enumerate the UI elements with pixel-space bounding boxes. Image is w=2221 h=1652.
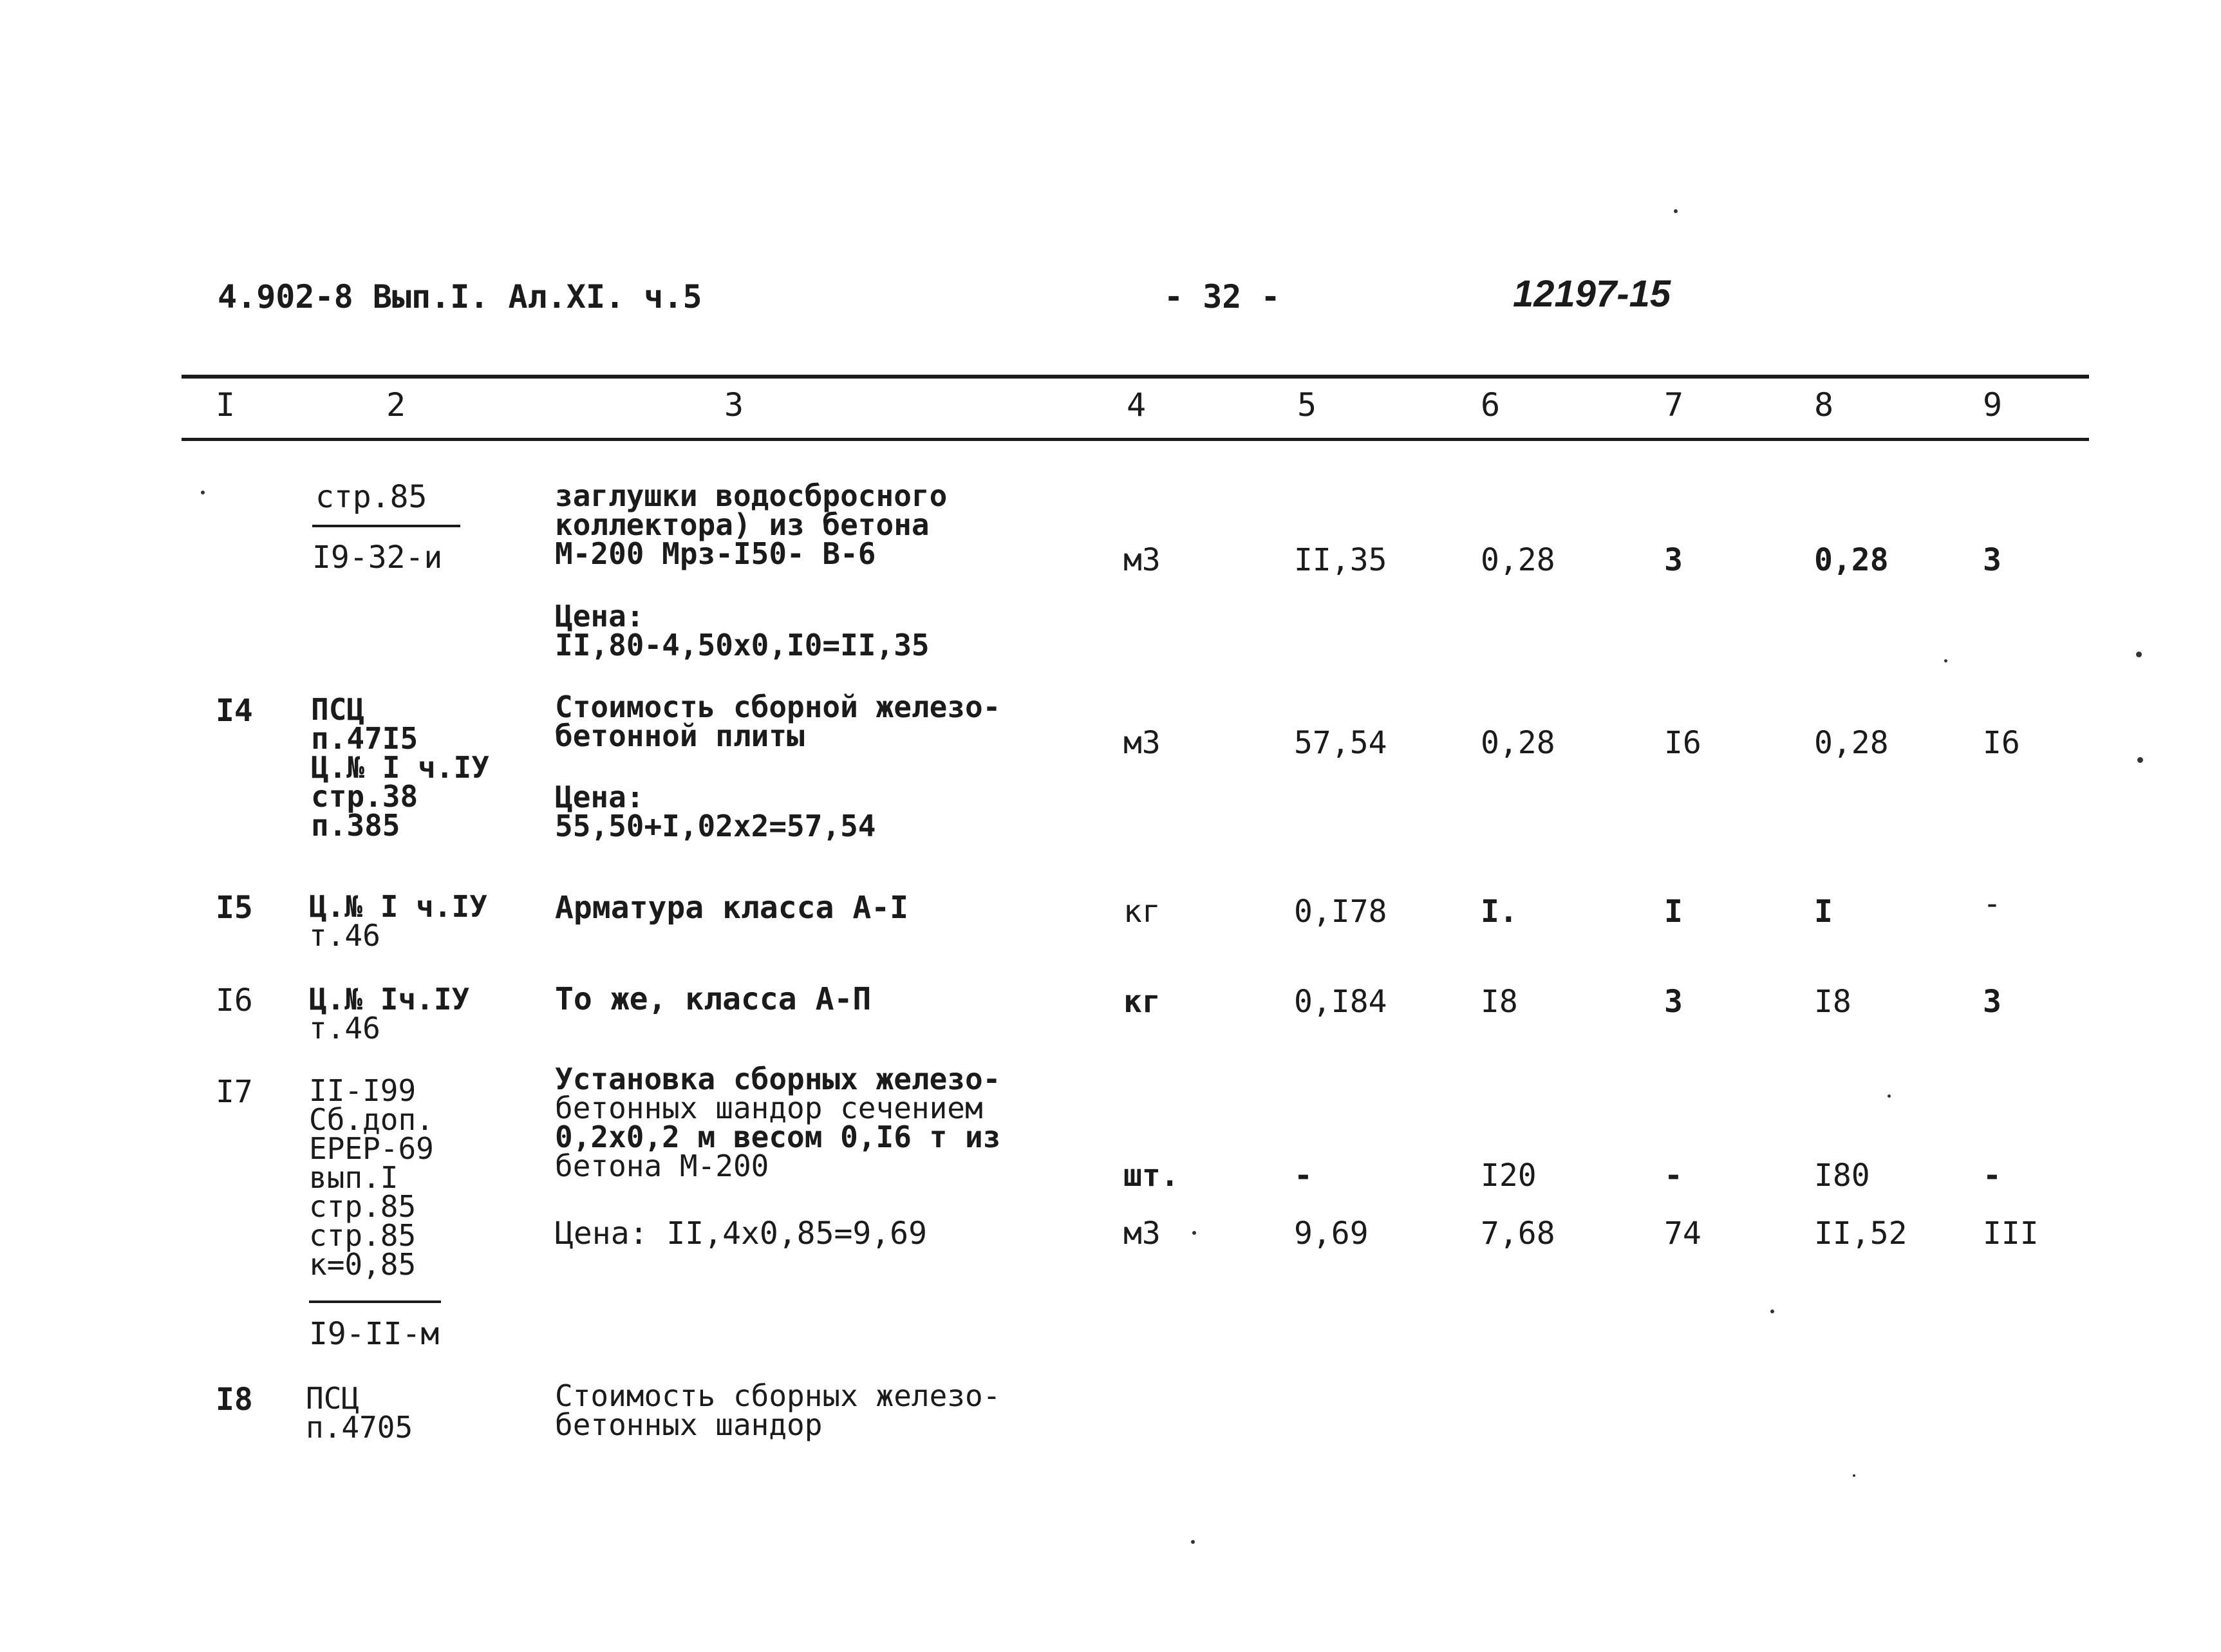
value-cell: II,52 [1814, 1216, 1907, 1252]
row-number: I5 [216, 890, 253, 926]
column-header: 8 [1814, 386, 1834, 424]
column-header: 5 [1297, 386, 1317, 424]
value-cell: - [1983, 886, 2001, 922]
value-cell: 7,68 [1481, 1216, 1555, 1252]
unit-cell: м3 [1123, 542, 1161, 578]
value-cell: 0,28 [1814, 542, 1889, 578]
fraction-line [309, 1300, 441, 1303]
column-header: 3 [724, 386, 744, 424]
ref-cell: Ц.№ I ч.IУ т.46 [309, 889, 487, 953]
value-cell: 0,28 [1481, 725, 1555, 761]
unit-cell: кг [1123, 894, 1161, 930]
column-header: 9 [1983, 386, 2003, 424]
scan-speck [2137, 757, 2143, 763]
unit-cell: м3 [1123, 1216, 1161, 1252]
price-cell: Цена: 55,50+I,02х2=57,54 [555, 780, 876, 843]
scan-speck [1674, 209, 1678, 213]
row-number: I8 [216, 1382, 253, 1418]
value-cell: II,35 [1294, 542, 1387, 578]
scan-speck [201, 491, 205, 494]
scan-speck [1191, 1540, 1195, 1544]
value-cell: 0,I78 [1294, 894, 1387, 930]
fraction-line [312, 525, 460, 527]
column-header: 2 [386, 386, 406, 424]
value-cell: 0,I84 [1294, 984, 1387, 1020]
unit-cell: кг [1123, 984, 1161, 1020]
ref-cell: I9-II-м [309, 1316, 440, 1352]
value-cell: I [1664, 894, 1683, 930]
value-cell: I [1814, 894, 1833, 930]
value-cell: I20 [1481, 1158, 1537, 1194]
ref-cell: ПСЦ п.4705 [306, 1381, 413, 1445]
page-number: - 32 - [1164, 278, 1280, 315]
description-cell: Стоимость сборных железо- бетонных шандор [555, 1378, 1001, 1442]
table-top-rule [182, 375, 2089, 379]
row-number: I6 [216, 982, 253, 1018]
ref-cell: II-I99 Сб.доп. ЕРЕР-69 вып.I стр.85 стр.85 к=0,85 [309, 1073, 434, 1282]
scan-speck [1853, 1474, 1855, 1477]
table-header-rule [182, 438, 2089, 441]
value-cell: 3 [1664, 542, 1683, 578]
value-cell: 3 [1983, 542, 2001, 578]
unit-cell: м3 [1123, 725, 1161, 761]
document-number: 12197-15 [1513, 273, 1671, 315]
description-cell: Арматура класса А-I [555, 890, 909, 926]
value-cell: III [1983, 1216, 2039, 1252]
description-cell: Стоимость сборной железо- бетонной плиты [555, 690, 1001, 753]
price-cell: Цена: II,80-4,50х0,I0=II,35 [555, 599, 930, 662]
row-number: I7 [216, 1074, 253, 1110]
value-cell: I80 [1814, 1158, 1870, 1194]
description-cell: То же, класса А-П [555, 981, 872, 1017]
scan-speck [2136, 652, 2142, 657]
value-cell: I6 [1664, 725, 1701, 761]
value-cell: I. [1481, 894, 1518, 930]
scan-speck [1192, 1231, 1196, 1235]
value-cell: 0,28 [1481, 542, 1555, 578]
scan-speck [1944, 659, 1947, 662]
value-cell: 3 [1664, 984, 1683, 1020]
value-cell: - [1664, 1158, 1683, 1194]
column-header: 4 [1127, 386, 1147, 424]
value-cell: 9,69 [1294, 1216, 1369, 1252]
scan-speck [1888, 1094, 1891, 1098]
ref-cell: ПСЦ п.47I5 Ц.№ I ч.IУ стр.38 п.385 [311, 692, 489, 843]
column-header: 6 [1481, 386, 1501, 424]
value-cell: I6 [1983, 725, 2020, 761]
value-cell: I8 [1481, 984, 1518, 1020]
column-header: 7 [1664, 386, 1684, 424]
row-number: I4 [216, 693, 253, 729]
description-cell: заглушки водосбросного коллектора) из бетона М-200 Мрз-I50- В-6 [555, 478, 948, 571]
document-code: 4.902-8 Вып.I. Ал.XI. ч.5 [218, 278, 702, 315]
value-cell: 74 [1664, 1216, 1701, 1252]
value-cell: 3 [1983, 984, 2001, 1020]
description-cell: Установка сборных железо- бетонных шандор сечением 0,2х0,2 м весом 0,I6 т из бетона М-200 [555, 1062, 1001, 1183]
value-cell: 0,28 [1814, 725, 1889, 761]
ref-cell: I9-32-и [312, 540, 443, 576]
value-cell: I8 [1814, 984, 1851, 1020]
column-header: I [216, 386, 236, 424]
value-cell: - [1983, 1158, 2001, 1194]
value-cell: - [1294, 1158, 1313, 1194]
ref-cell: Ц.№ Iч.IУ т.46 [309, 982, 470, 1046]
price-cell: Цена: II,4х0,85=9,69 [555, 1216, 927, 1252]
scan-speck [1770, 1309, 1774, 1313]
value-cell: 57,54 [1294, 725, 1387, 761]
unit-cell: шт. [1123, 1158, 1179, 1194]
ref-cell: стр.85 [315, 479, 427, 515]
